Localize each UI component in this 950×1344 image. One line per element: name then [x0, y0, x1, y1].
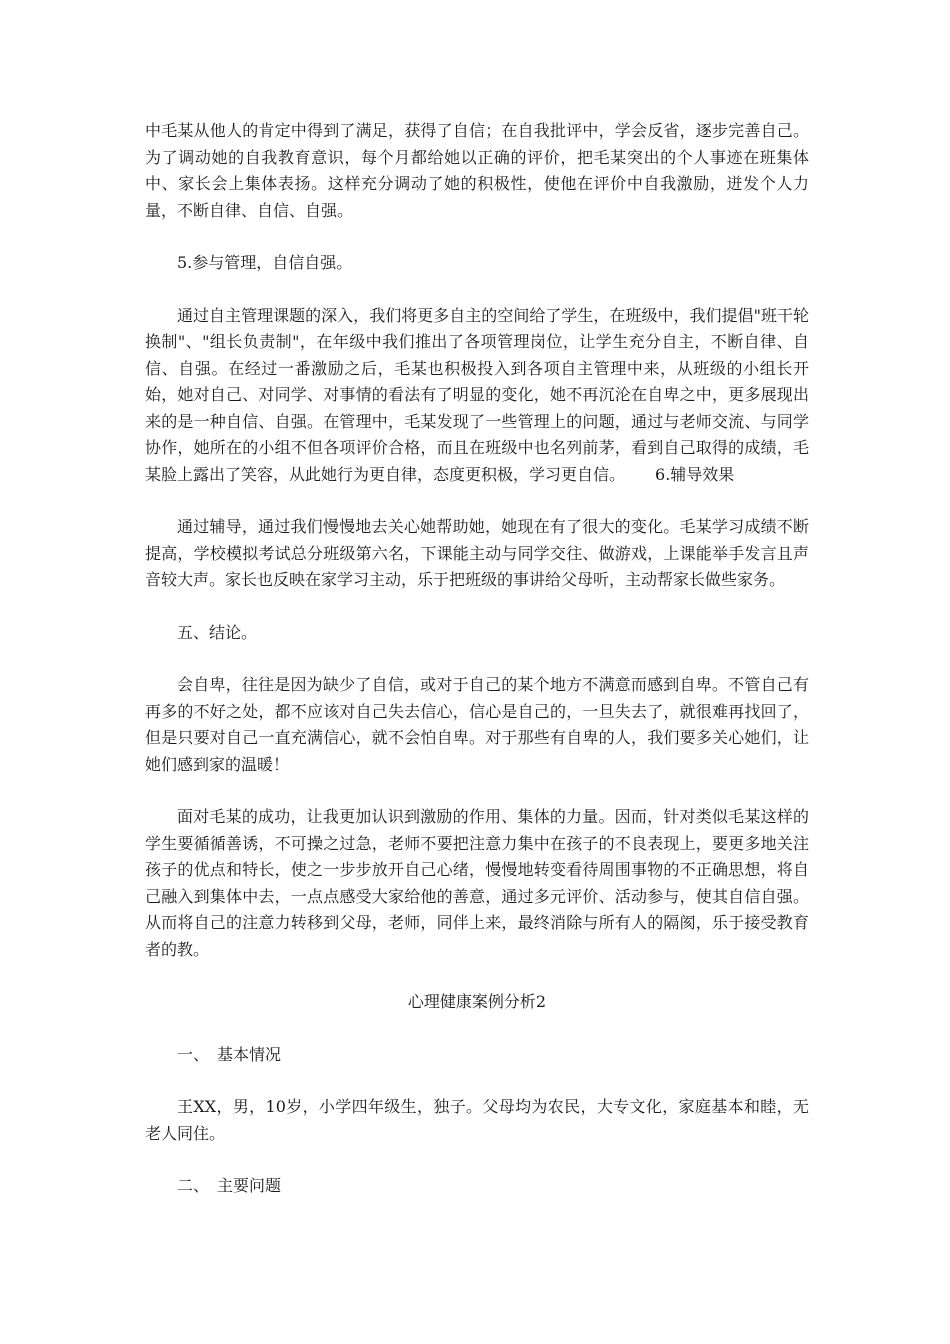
heading-conclusion: 五、结论。 — [177, 622, 258, 642]
heading-basic-info: 一、 基本情况 — [177, 1044, 282, 1064]
section-title-case-2: 心理健康案例分析2 — [407, 992, 547, 1011]
paragraph-self-management — [145, 303, 809, 489]
paragraph-evaluation: 中毛某从他人的肯定中得到了满足，获得了自信；在自我批评中，学会反省，逐步完善自己。为了调动她的自我教育意识，每个月都给她以正确的评价，把毛某突出的个人事迹在班集体中、家长会上集体表扬。这样充分调动了她的积极性，使他在评价中自我激励，迸发个人力量，不断自律、自信、自强。 — [145, 121, 809, 220]
paragraph-success-reflection: 面对毛某的成功，让我更加认识到激励的作用、集体的力量。因而，针对类似毛某这样的学生要循循善诱，不可操之过急，老师不要把注意力集中在孩子的不良表现上，要更多地关注孩子的优点和特长，使之一步步放开自己心绪，慢慢地转变看待周围事物的不正确思想，将自己融入到集体中去，一点点感受大家给他的善意，通过多元评价、活动参与，使其自信自强。从而将自己的注意力转移到父母，老师，同伴上来，最终消除与所有人的隔阂，乐于接受教育者的教。 — [145, 807, 809, 959]
paragraph-basic-info: 王XX，男，10岁，小学四年级生，独子。父母均为农民，大专文化，家庭基本和睦，无老人同住。 — [145, 1097, 809, 1143]
heading-counseling-effect: 6.辅导效果 — [655, 464, 735, 484]
document-page — [145, 118, 809, 1226]
paragraph-counseling-result: 通过辅导，通过我们慢慢地去关心她帮助她，她现在有了很大的变化。毛某学习成绩不断提高，学校模拟考试总分班级第六名，下课能主动与同学交往、做游戏，上课能举手发言且声音较大声。家长也反映在家学习主动，乐于把班级的事讲给父母听，主动帮家长做些家务。 — [145, 517, 809, 589]
paragraph-self-management-text: 通过自主管理课题的深入，我们将更多自主的空间给了学生，在班级中，我们提倡"班干轮换制"、"组长负责制"，在年级中我们推出了各项管理岗位，让学生充分自主，不断自律、自信、自强。在经过一番激励之后，毛某也积极投入到各项自主管理中来，从班级的小组长开始，她对自己、对同学、对事情的看法有了明显的变化，她不再沉沦在自卑之中，更多展现出来的是一种自信、自强。在管理中，毛某发现了一些管理上的问题，通过与老师交流、与同学协作，她所在的小组不但各项评价合格，而且在班级中也名列前茅，看到自己取得的成绩，毛某脸上露出了笑容，从此她行为更自律，态度更积极，学习更自信。 — [145, 305, 809, 484]
paragraph-inferiority: 会自卑，往往是因为缺少了自信，或对于自己的某个地方不满意而感到自卑。不管自己有再多的不好之处，都不应该对自己失去信心，信心是自己的，一旦失去了，就很难再找回了，但是只要对自己一直充满信心，就不会怕自卑。对于那些有自卑的人，我们要多关心她们，让她们感到家的温暖！ — [145, 675, 809, 774]
heading-participate-management: 5.参与管理，自信自强。 — [177, 253, 353, 272]
heading-main-problem: 二、 主要问题 — [177, 1176, 282, 1195]
